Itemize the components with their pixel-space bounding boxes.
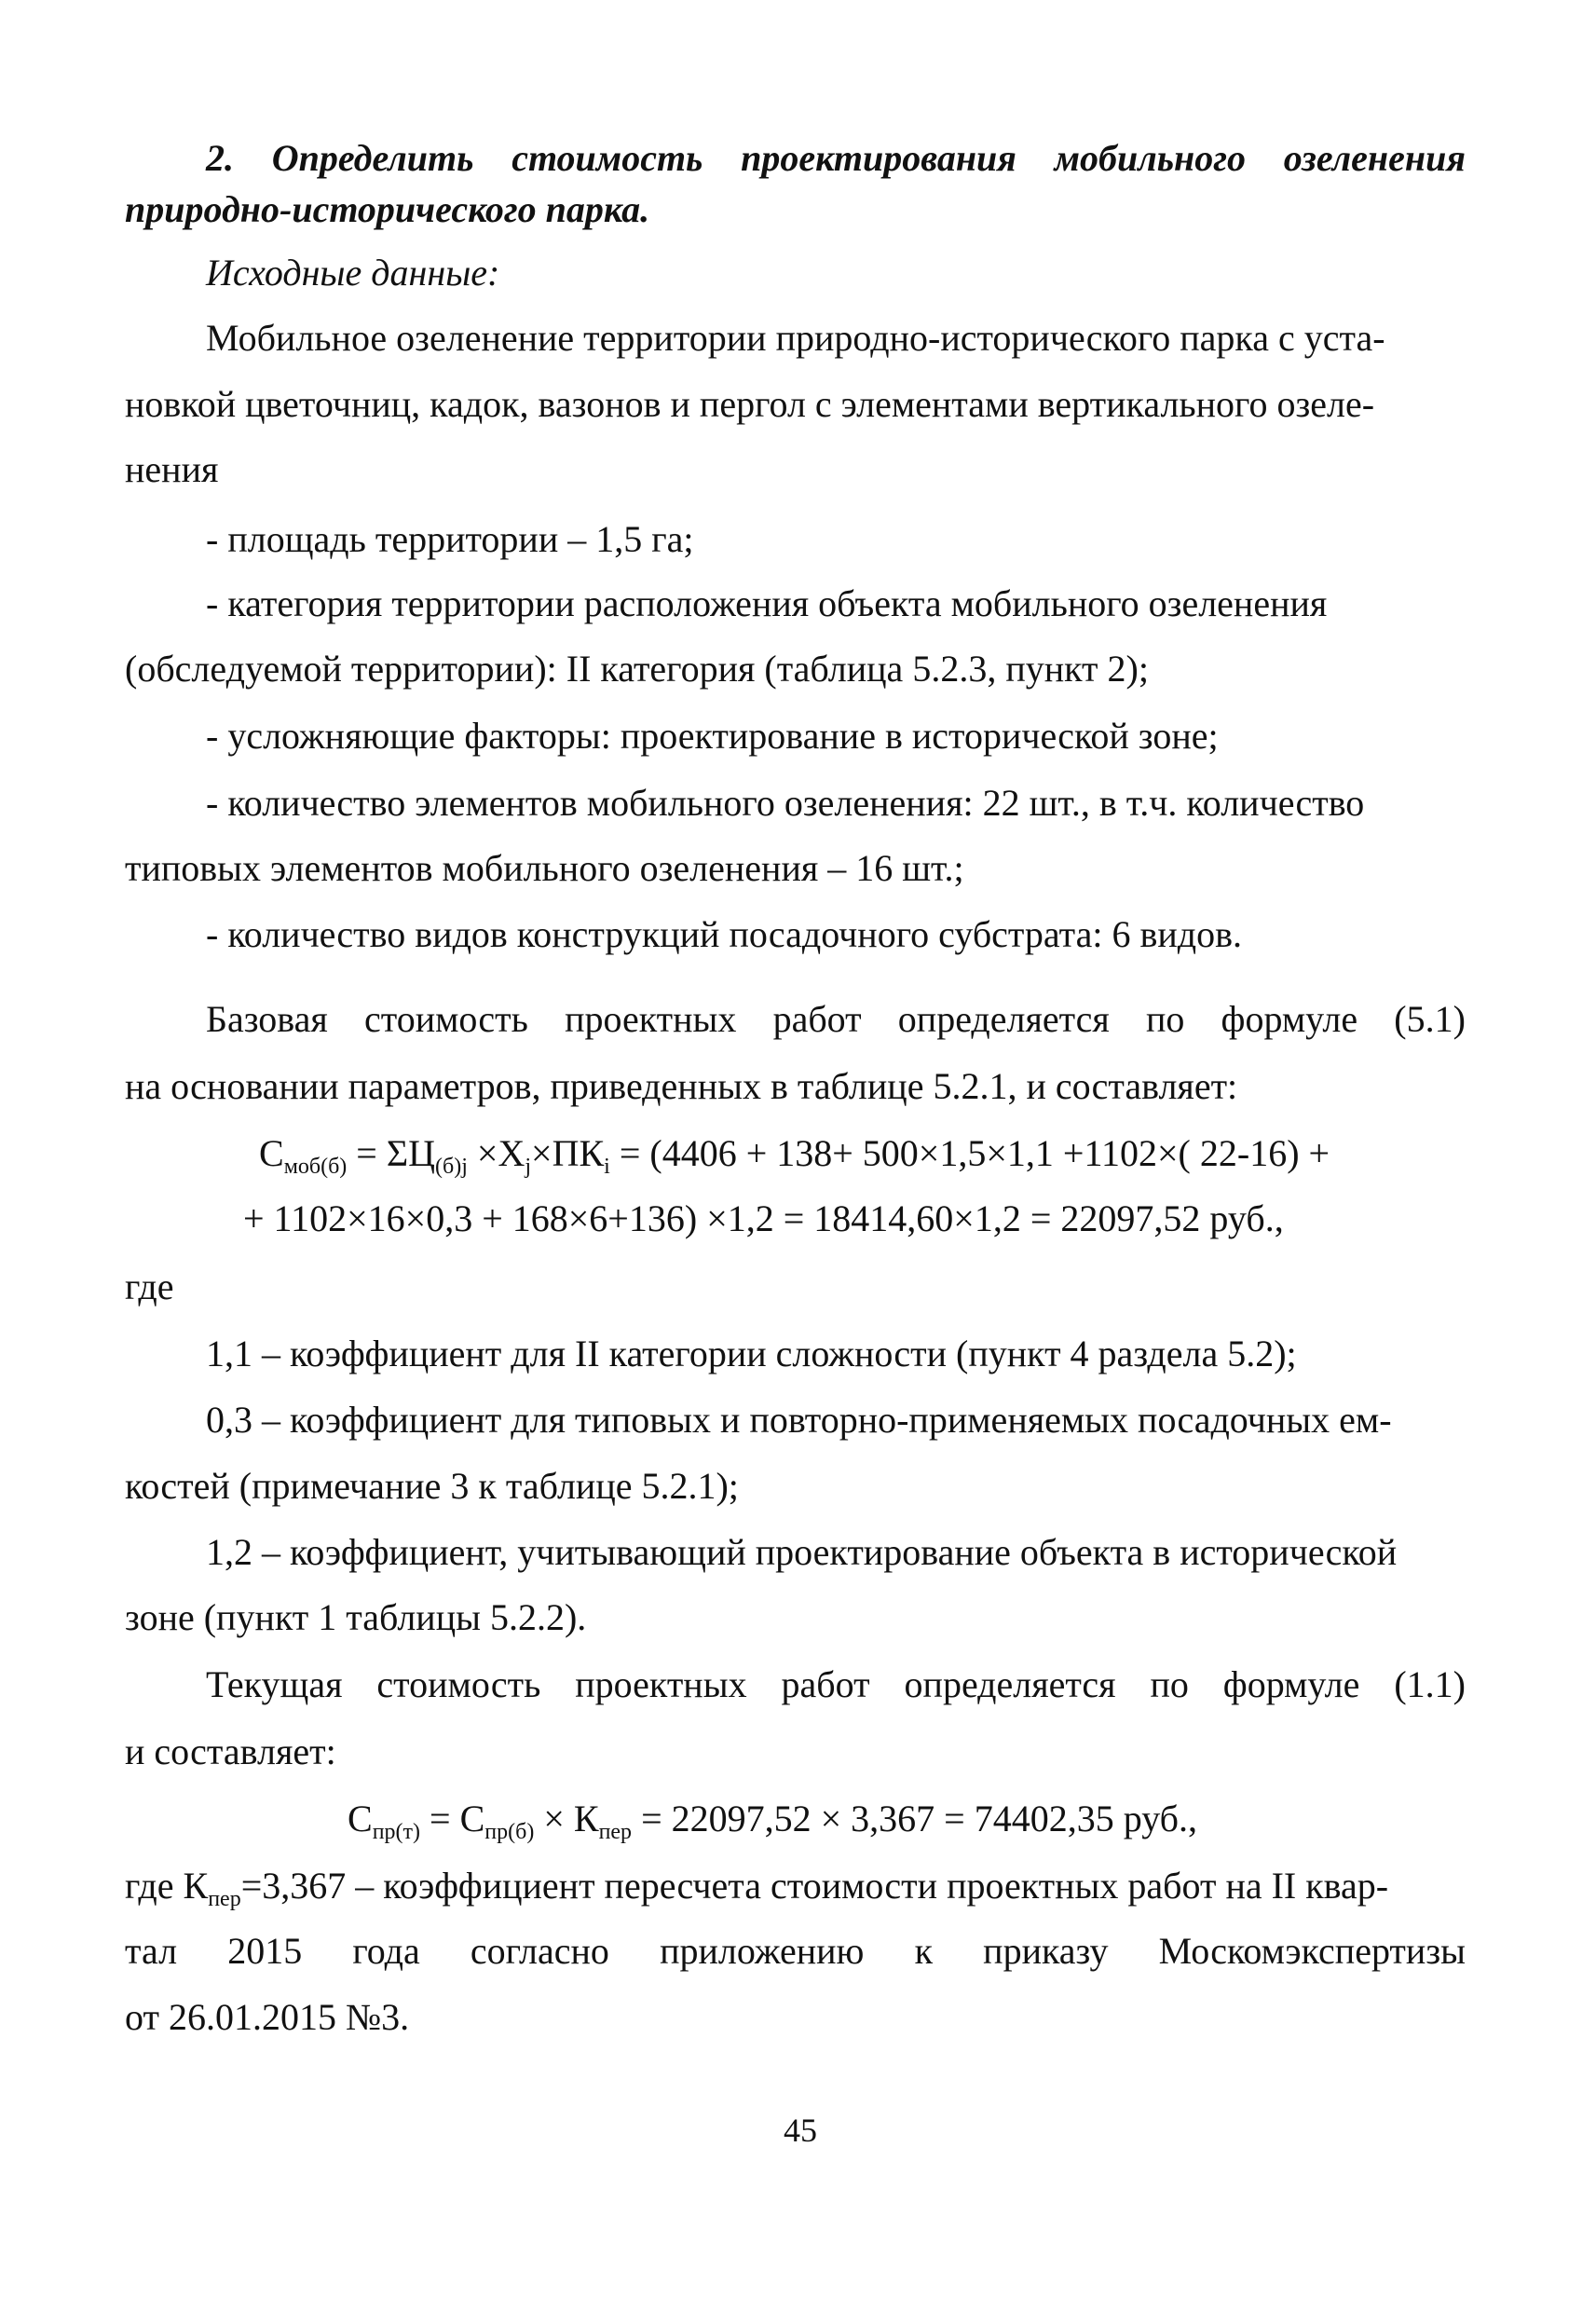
current-cost-line-2: и составляет: [125, 1730, 336, 1772]
coef-3-line-1: 1,2 – коэффициент, учитывающий проектирование объекта в исторической [206, 1531, 1398, 1573]
heading-line-1-word: проектирования [741, 137, 1016, 179]
current-cost-line-1 [206, 1663, 1466, 1705]
where-k-line-1 [125, 1865, 1389, 1911]
heading-line-1-word: 2. [206, 137, 234, 179]
formula-2-c2-sub: пр(б) [484, 1820, 535, 1844]
formula-2-k: × К [534, 1798, 599, 1839]
current-cost-line-1-word: работ [781, 1663, 870, 1705]
where-k-line-3: от 26.01.2015 №3. [125, 1996, 410, 2038]
where-k-prefix: где К [125, 1865, 209, 1907]
current-cost-line-1-word: Текущая [206, 1663, 343, 1705]
where-k-line-2-word: приказу [983, 1930, 1109, 1972]
formula-1-line-2: + 1102×16×0,3 + 168×6+136) ×1,2 = 18414,60×1,2 = 22097,52 руб., [243, 1197, 1284, 1239]
base-cost-line-2: на основании параметров, приведенных в таблице 5.2.1, и составляет: [125, 1065, 1238, 1107]
current-cost-line-1-word: определяется [904, 1663, 1116, 1705]
formula-1-c-sub: моб(б) [283, 1155, 348, 1179]
coef-3-line-2: зоне (пункт 1 таблицы 5.2.2). [125, 1596, 587, 1638]
item-category-line-1: - категория территории расположения объекта мобильного озеленения [206, 582, 1328, 624]
formula-2-c1: С [348, 1798, 373, 1839]
formula-1-pk: ×ПК [531, 1132, 605, 1174]
base-cost-line-1-word: проектных [565, 998, 737, 1040]
current-cost-line-1-word: стоимость [376, 1663, 541, 1705]
base-cost-line-1-word: определяется [897, 998, 1110, 1040]
where-k-line-2-word: приложению [660, 1930, 865, 1972]
intro-line-1: Мобильное озеленение территории природно-исторического парка с уста- [206, 317, 1385, 359]
formula-1-pk-sub: i [604, 1155, 610, 1179]
formula-1-rest: = (4406 + 138+ 500×1,5×1,1 +1102×( 22-16) + [609, 1132, 1330, 1174]
formula-2-rest: = 22097,52 × 3,367 = 74402,35 руб., [632, 1798, 1198, 1839]
heading-line-1-word: мобильного [1054, 137, 1247, 179]
where-k-line-2 [125, 1930, 1466, 1972]
formula-1-sum: = ΣЦ [347, 1132, 436, 1174]
coef-2-line-2: костей (примечание 3 к таблице 5.2.1); [125, 1465, 739, 1507]
source-data-label: Исходные данные: [206, 252, 500, 294]
where-k-line-2-word: Москомэкспертизы [1158, 1930, 1466, 1972]
formula-2-eq: = С [420, 1798, 485, 1839]
formula-1-ts-sub: (б)j [435, 1155, 468, 1179]
where-k-sub: пер [208, 1887, 241, 1911]
formula-1-x: ×X [467, 1132, 525, 1174]
item-substrate: - количество видов конструкций посадочного субстрата: 6 видов. [206, 913, 1242, 955]
intro-line-3: нения [125, 448, 219, 490]
formula-1-line-1 [259, 1132, 1330, 1179]
where-k-line-2-word: согласно [470, 1930, 609, 1972]
current-cost-line-1-word: формуле [1222, 1663, 1360, 1705]
heading-line-2: природно-исторического парка. [125, 188, 650, 230]
base-cost-line-1-word: формуле [1221, 998, 1358, 1040]
base-cost-line-1-word: (5.1) [1394, 998, 1466, 1040]
base-cost-line-1-word: по [1145, 998, 1185, 1040]
coef-1: 1,1 – коэффициент для II категории сложности (пункт 4 раздела 5.2); [206, 1333, 1297, 1374]
where-k-line-2-word: 2015 [227, 1930, 303, 1972]
formula-2-k-sub: пер [598, 1820, 633, 1844]
base-cost-line-1 [206, 998, 1466, 1040]
item-category-line-2: (обследуемой территории): II категория (таблица 5.2.3, пункт 2); [125, 648, 1149, 690]
base-cost-line-1-word: стоимость [363, 998, 528, 1040]
where-k-line-2-word: года [352, 1930, 420, 1972]
where-k-rest: =3,367 – коэффициент пересчета стоимости проектных работ на II квар- [240, 1865, 1389, 1907]
formula-2 [348, 1798, 1198, 1844]
current-cost-line-1-word: проектных [575, 1663, 747, 1705]
current-cost-line-1-word: по [1150, 1663, 1189, 1705]
heading-line-1-word: озеленения [1283, 137, 1466, 179]
formula-1-x-sub: j [525, 1155, 532, 1179]
heading-line-1-word: стоимость [512, 137, 703, 179]
page-number: 45 [784, 2112, 817, 2149]
base-cost-line-1-word: работ [772, 998, 862, 1040]
heading-line-1 [206, 137, 1466, 179]
current-cost-line-1-word: (1.1) [1394, 1663, 1466, 1705]
item-factors: - усложняющие факторы: проектирование в исторической зоне; [206, 715, 1219, 757]
formula-2-c1-sub: пр(т) [372, 1820, 421, 1844]
coef-2-line-1: 0,3 – коэффициент для типовых и повторно-применяемых посадочных ем- [206, 1399, 1392, 1441]
where-label: где [125, 1265, 174, 1307]
base-cost-line-1-word: Базовая [206, 998, 328, 1040]
item-count-line-1: - количество элементов мобильного озеленения: 22 шт., в т.ч. количество [206, 782, 1365, 824]
where-k-line-2-word: к [914, 1930, 933, 1972]
item-area: - площадь территории – 1,5 га; [206, 518, 694, 560]
heading-line-1-word: Определить [271, 137, 474, 179]
item-count-line-2: типовых элементов мобильного озеленения – 16 шт.; [125, 847, 964, 889]
where-k-line-2-word: тал [125, 1930, 178, 1972]
intro-line-2: новкой цветочниц, кадок, вазонов и пергол с элементами вертикального озеле- [125, 383, 1375, 425]
formula-1-c: С [259, 1132, 284, 1174]
